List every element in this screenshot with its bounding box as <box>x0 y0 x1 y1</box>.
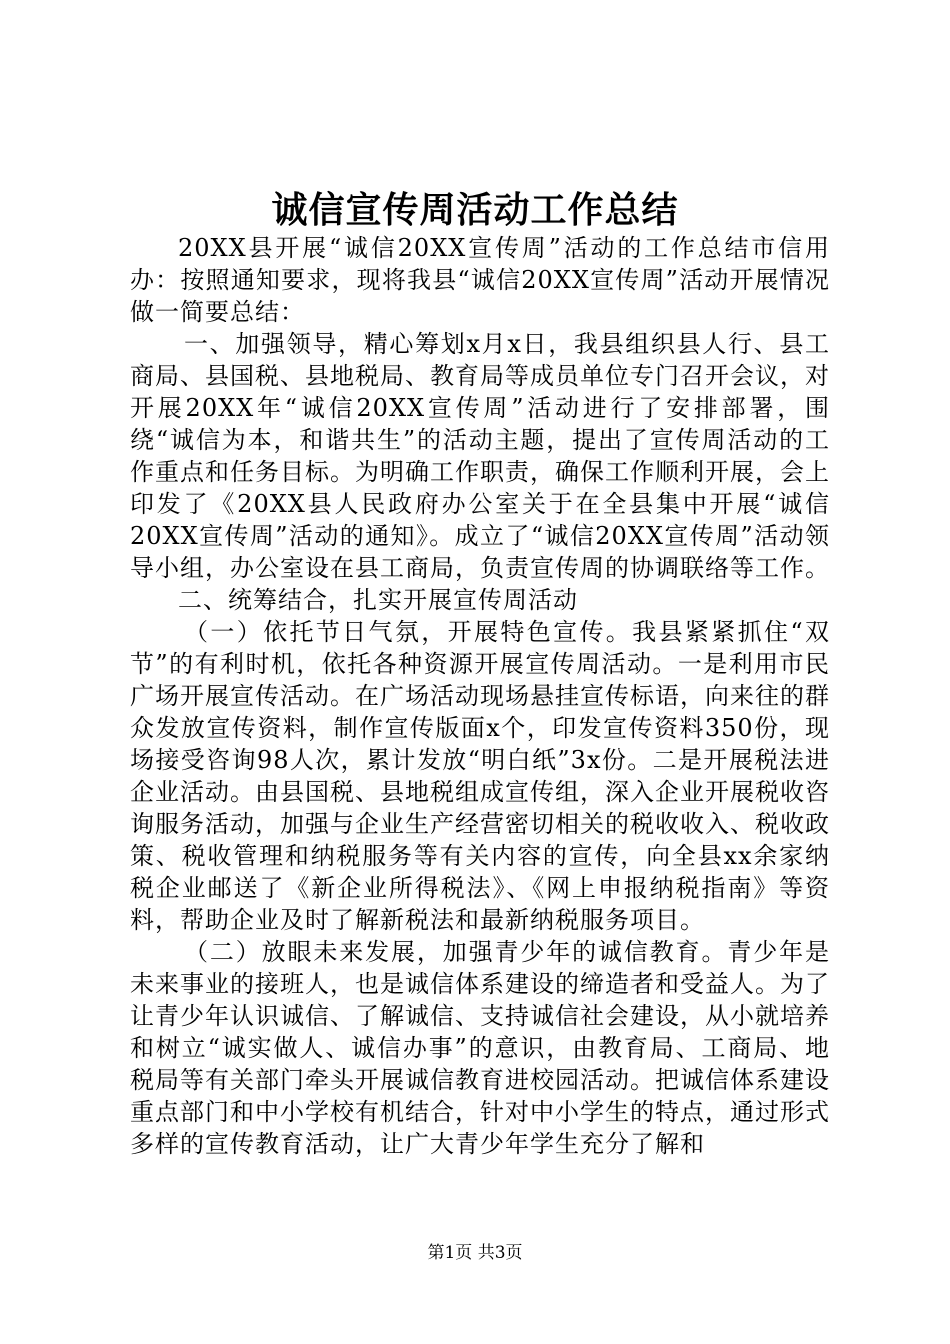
paragraph-section-2-heading: 二、统筹结合，扎实开展宣传周活动 <box>178 586 578 614</box>
paragraph-subsection-2: （二）放眼未来发展，加强青少年的诚信教育。青少年是未来事业的接班人，也是诚信体系建设的缔造者和受益人。为了让青少年认识诚信、了解诚信、支持诚信社会建设，从小就培养和树立“诚实做人、诚信办事”的意识，由教育局、工商局、地税局等有关部门牵头开展诚信教育进校园活动。把诚信体系建设重点部门和中小学校有机结合，针对中小学生的特点，通过形式多样的宣传教育活动，让广大青少年学生充分了解和 <box>130 938 830 1158</box>
document-body <box>130 232 830 1160</box>
document-title: 诚信宣传周活动工作总结 <box>271 189 679 231</box>
paragraph-subsection-1: （一）依托节日气氛，开展特色宣传。我县紧紧抓住“双节”的有利时机，依托各种资源开展宣传周活动。一是利用市民广场开展宣传活动。在广场活动现场悬挂宣传标语，向来往的群众发放宣传资料，制作宣传版面x个，印发宣传资料350份，现场接受咨询98人次，累计发放“明白纸”3x份。二是开展税法进企业活动。由县国税、县地税组成宣传组，深入企业开展税收咨询服务活动，加强与企业生产经营密切相关的税收收入、税收政策、税收管理和纳税服务等有关内容的宣传，向全县xx余家纳税企业邮送了《新企业所得税法》、《网上申报纳税指南》等资料，帮助企业及时了解新税法和最新纳税服务项目。 <box>130 618 830 934</box>
paragraph-section-1: 一、加强领导，精心筹划x月x日，我县组织县人行、县工商局、县国税、县地税局、教育局等成员单位专门召开会议，对开展20XX年“诚信20XX宣传周”活动进行了安排部署，围绕“诚信为本，和谐共生”的活动主题，提出了宣传周活动的工作重点和任务目标。为明确工作职责，确保工作顺利开展，会上印发了《20XX县人民政府办公室关于在全县集中开展“诚信20XX宣传周”活动的通知》。成立了“诚信20XX宣传周”活动领导小组，办公室设在县工商局，负责宣传周的协调联络等工作。 <box>130 330 830 582</box>
paragraph-intro: 20XX县开展“诚信20XX宣传周”活动的工作总结市信用办：按照通知要求，现将我县“诚信20XX宣传周”活动开展情况做一简要总结： <box>130 234 830 326</box>
page-number-footer: 第1页 共3页 <box>427 1243 523 1263</box>
